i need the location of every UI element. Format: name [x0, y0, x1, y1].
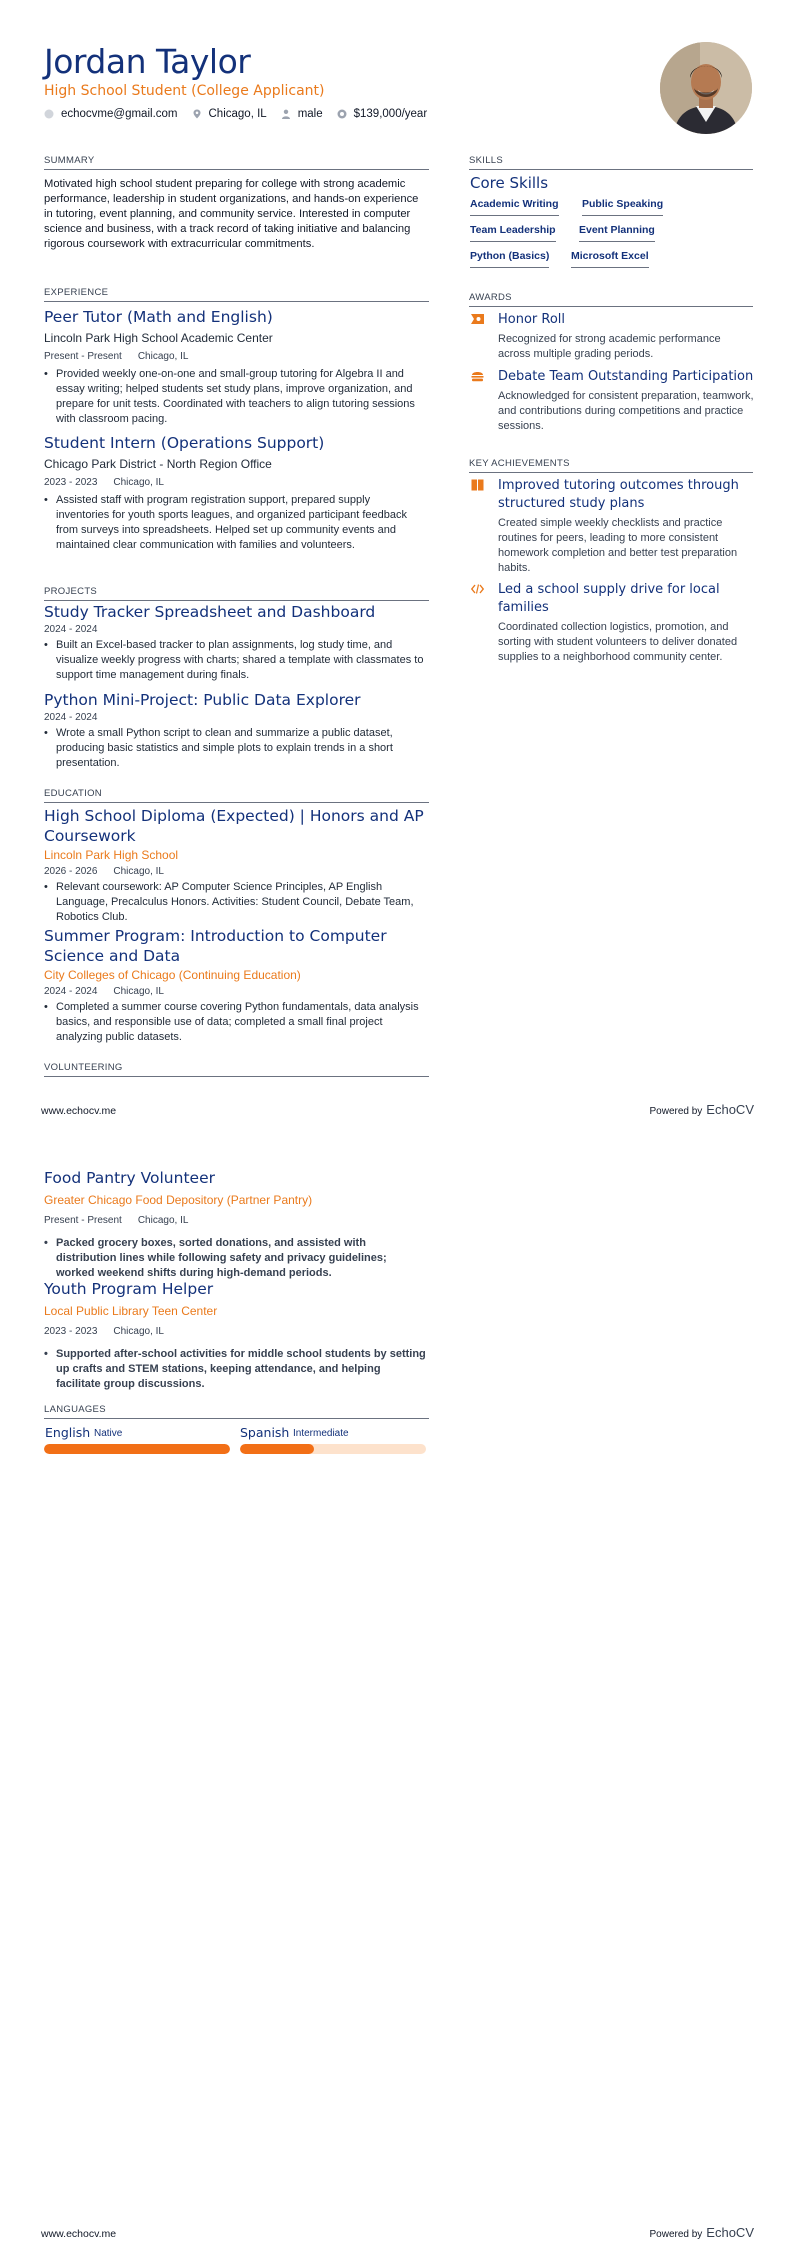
salary-icon [337, 109, 347, 119]
entry-title: High School Diploma (Expected) | Honors and AP Coursework [44, 807, 424, 845]
footer-powered[interactable] [649, 1102, 754, 1117]
entry-bullet: • Wrote a small Python script to clean and summarize a public dataset, producing basic statistics and simple plots to explain trends in a short presentation. [44, 726, 426, 771]
date-end: 2024 [75, 624, 98, 635]
core-skills-heading: Core Skills [470, 174, 549, 192]
footer-powered[interactable] [649, 2225, 754, 2240]
awards-heading: AWARDS [469, 292, 753, 307]
skill-tag: Python (Basics) [470, 250, 549, 268]
entry-org: Greater Chicago Food Depository (Partner Pantry) [44, 1193, 313, 1207]
candidate-title: High School Student (College Applicant) [44, 83, 325, 99]
summary-text: Motivated high school student preparing for college with strong academic performance, leadership in student organizations, and hands-on experience in tutoring, event planning, and community service. Interested in computer science and business, with a track record of taking initiative and balancing rigorous coursework with extracurricular commitments. [44, 178, 419, 250]
entry-title: Student Intern (Operations Support) [44, 434, 325, 452]
languages-heading: LANGUAGES [44, 1404, 429, 1419]
entry-dates: 2024 - 2024 Chicago, IL [44, 984, 426, 1000]
skill-tag: Team Leadership [470, 224, 556, 242]
date-start: Present [44, 351, 79, 362]
language-level: Native [94, 1428, 123, 1439]
entry-bullet: • Supported after-school activities for middle school students by setting up crafts and STEM stations, keeping attendance, and helping facilitate group discussions. [44, 1347, 426, 1392]
ribbon-icon [471, 313, 484, 325]
avatar [660, 42, 752, 134]
award-entry [498, 368, 754, 434]
award-title: Honor Roll [498, 312, 566, 327]
date-start: 2024 [44, 624, 67, 635]
entry-dates: 2024 - 2024 [44, 622, 426, 638]
book-icon [471, 479, 484, 491]
footer-site-link[interactable]: www.echocv.me [41, 1105, 117, 1117]
skill-tag: Public Speaking [582, 198, 663, 216]
date-end: 2024 [75, 986, 98, 997]
candidate-name: Jordan Taylor [44, 42, 251, 81]
entry-school: Lincoln Park High School [44, 848, 179, 862]
date-end: 2026 [75, 866, 98, 877]
footer-site-link[interactable]: www.echocv.me [41, 2228, 117, 2240]
date-end: Present [87, 1215, 122, 1226]
achievement-title: Improved tutoring outcomes through structured study plans [498, 478, 739, 511]
entry-location: Chicago, IL [137, 351, 189, 362]
language-bar-fill [44, 1444, 230, 1454]
entry-dates: Present - Present Chicago, IL [44, 1213, 426, 1229]
gender-text: male [297, 108, 323, 120]
person-icon [281, 109, 291, 119]
language-bar [240, 1444, 426, 1454]
project-entry [44, 690, 426, 771]
projects-heading: PROJECTS [44, 586, 429, 601]
contact-salary [337, 108, 428, 120]
date-start: 2024 [44, 986, 67, 997]
volunteering-entry [44, 1279, 426, 1392]
award-title: Debate Team Outstanding Participation [498, 369, 754, 384]
entry-location: Chicago, IL [137, 1215, 189, 1226]
date-end: 2023 [75, 477, 98, 488]
entry-dates: 2024 - 2024 [44, 710, 426, 726]
code-icon [471, 583, 484, 595]
project-entry [44, 602, 426, 683]
entry-dates: 2026 - 2026 Chicago, IL [44, 864, 426, 880]
achievement-desc: Coordinated collection logistics, promotion, and sorting with student volunteers to deliver donated supplies to a neighborhood community center. [498, 621, 738, 663]
experience-heading: EXPERIENCE [44, 287, 429, 302]
entry-title: Youth Program Helper [44, 1280, 214, 1298]
achievement-title: Led a school supply drive for local families [498, 582, 720, 615]
education-entry [44, 806, 426, 925]
contact-location [192, 108, 267, 120]
date-start: 2024 [44, 712, 67, 723]
language-name: Spanish [240, 1425, 290, 1440]
location-pin-icon [192, 109, 202, 119]
date-start: 2026 [44, 866, 67, 877]
entry-location: Chicago, IL [113, 986, 164, 997]
contact-gender [281, 108, 323, 120]
entry-location: Chicago, IL [113, 477, 164, 488]
education-heading: EDUCATION [44, 788, 429, 803]
contact-email[interactable] [44, 108, 178, 120]
entry-title: Summer Program: Introduction to Computer Science and Data [44, 927, 387, 965]
date-end: Present [87, 351, 122, 362]
brand-logo: EchoCV [706, 1102, 754, 1117]
resume-page-2 [0, 1123, 794, 2246]
skill-tag: Microsoft Excel [571, 250, 649, 268]
language-name: English [45, 1425, 91, 1440]
entry-org: Local Public Library Teen Center [44, 1304, 218, 1318]
achievements-heading: KEY ACHIEVEMENTS [469, 458, 753, 473]
entry-school: City Colleges of Chicago (Continuing Education) [44, 968, 301, 982]
achievement-desc: Created simple weekly checklists and practice routines for peers, leading to more consistent homework completion and better test preparation habits. [498, 517, 738, 574]
entry-bullet: • Completed a summer course covering Python fundamentals, data analysis basics, and responsible use of data; completed a small final project analyzing public datasets. [44, 1000, 426, 1045]
entry-title: Food Pantry Volunteer [44, 1169, 215, 1187]
skill-tag: Academic Writing [470, 198, 559, 216]
brand-logo: EchoCV [706, 2225, 754, 2240]
entry-title: Study Tracker Spreadsheet and Dashboard [44, 603, 376, 621]
entry-bullet: • Relevant coursework: AP Computer Science Principles, AP English Language, Precalculus Honors. Activities: Student Council, Debate Team, Robotics Club. [44, 880, 426, 925]
entry-location: Chicago, IL [113, 1326, 164, 1337]
language-bar-fill [240, 1444, 314, 1454]
entry-bullet: • Assisted staff with program registration support, prepared supply inventories for youth sports leagues, and organized participant feedback from surveys into spreadsheets. Helped set up community events and maintained clear communication with families and volunteers. [44, 493, 426, 553]
experience-entry [44, 433, 426, 553]
skills-heading: SKILLS [469, 155, 753, 170]
location-text: Chicago, IL [208, 108, 267, 120]
education-entry [44, 926, 426, 1045]
burger-icon [471, 370, 484, 382]
salary-text: $139,000/year [353, 108, 428, 120]
entry-dates: 2023 - 2023 Chicago, IL [44, 475, 426, 491]
language-bar [44, 1444, 230, 1454]
entry-dates: 2023 - 2023 Chicago, IL [44, 1324, 426, 1340]
entry-dates: Present - Present Chicago, IL [44, 349, 426, 365]
entry-bullet: • Built an Excel-based tracker to plan assignments, log study time, and visualize weekly progress with charts; shared a template with classmates to support time management during finals. [44, 638, 426, 683]
entry-org: Lincoln Park High School Academic Center [44, 331, 273, 345]
date-start: Present [44, 1215, 79, 1226]
date-end: 2023 [75, 1326, 98, 1337]
achievement-entry [498, 581, 754, 665]
volunteering-entry [44, 1168, 426, 1281]
date-end: 2024 [75, 712, 98, 723]
entry-bullet: • Packed grocery boxes, sorted donations, and assisted with distribution lines while following safety and privacy guidelines; worked weekend shifts during high-demand periods. [44, 1236, 426, 1281]
award-desc: Acknowledged for consistent preparation, teamwork, and contributions during competitions and practice sessions. [498, 390, 754, 432]
date-start: 2023 [44, 1326, 67, 1337]
experience-entry [44, 307, 426, 427]
language-level: Intermediate [293, 1428, 349, 1439]
skill-tag: Event Planning [579, 224, 655, 242]
powered-by-text: Powered by [649, 2229, 703, 2240]
entry-title: Python Mini-Project: Public Data Explorer [44, 691, 361, 709]
achievement-entry [498, 477, 754, 576]
contact-row [44, 108, 441, 120]
volunteering-heading: VOLUNTEERING [44, 1062, 429, 1077]
email-icon [44, 109, 54, 119]
entry-bullet: • Provided weekly one-on-one and small-group tutoring for Algebra II and essay writing; helped students set study plans, improve organization, and prepare for unit tests. Coordinated with teachers to align tutoring sessions with classroom pacing. [44, 367, 426, 427]
avatar-photo [660, 42, 752, 134]
entry-org: Chicago Park District - North Region Office [44, 457, 272, 471]
powered-by-text: Powered by [649, 1106, 703, 1117]
entry-title: Peer Tutor (Math and English) [44, 308, 273, 326]
award-entry [498, 311, 754, 362]
entry-location: Chicago, IL [113, 866, 164, 877]
email-text: echocvme@gmail.com [61, 108, 178, 120]
summary-heading: SUMMARY [44, 155, 429, 170]
award-desc: Recognized for strong academic performance across multiple grading periods. [498, 333, 721, 360]
date-start: 2023 [44, 477, 67, 488]
